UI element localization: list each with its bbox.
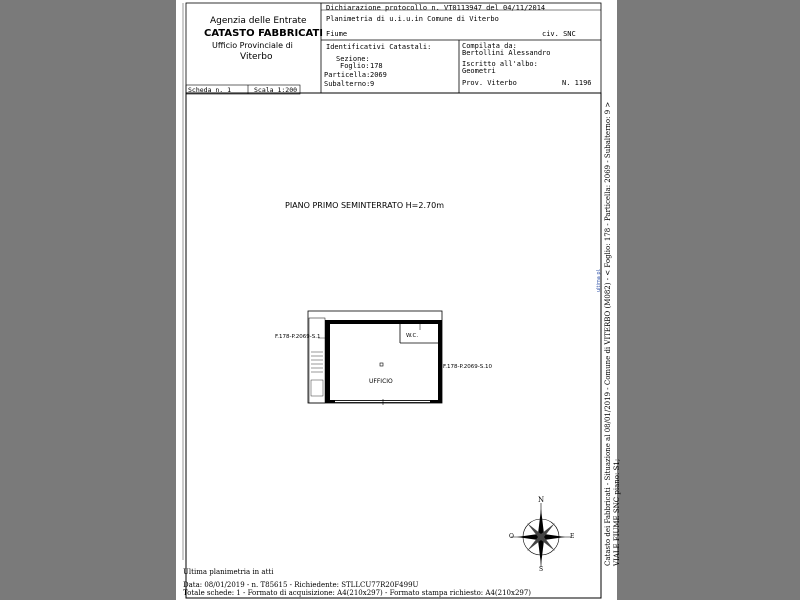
stair-box — [309, 318, 325, 403]
header-frame — [186, 3, 601, 93]
plan-title: Planimetria di u.i.u.in Comune di Viterbo — [326, 15, 499, 23]
footer-request: Data: 08/01/2019 - n. T85615 - Richiedente: STLLCU77R20F499U — [183, 581, 419, 589]
scale-label: Scala 1:200 — [254, 86, 298, 94]
civic-number: civ. SNC — [542, 30, 576, 38]
stair-landing — [311, 380, 323, 396]
sheet-label: Foglio: — [340, 62, 370, 70]
side-text-address: VIALE FIUME SNC piano: S1; — [613, 458, 621, 566]
compiler-heading: Compilata da: — [462, 42, 517, 50]
side-text-main: Catasto dei Fabbricati - Situazione al 08/01/2019 - Comune di VITERBO (M082) - < Foglio: 178 - Particella: 2069 - Subalterno: 9 > — [604, 101, 612, 566]
west-wall — [325, 320, 330, 403]
province-label: Prov. Viterbo — [462, 79, 517, 87]
compass-south: S — [539, 566, 544, 573]
parcel-value: 2069 — [370, 71, 387, 79]
register-number: N. 1196 — [562, 79, 592, 87]
compass-west: O — [509, 533, 514, 540]
cadastral-heading: Identificativi Catastali: — [326, 43, 432, 51]
compass-rose — [511, 503, 571, 567]
catasto-title: CATASTO FABBRICATI — [204, 28, 324, 39]
compass-east: E — [570, 533, 575, 540]
drawing-frame — [186, 93, 601, 598]
register-value: Geometri — [462, 67, 496, 75]
footer-last-plan: Ultima planimetria in atti — [183, 568, 274, 576]
office-city: Viterbo — [240, 52, 273, 62]
floor-plan — [308, 311, 442, 405]
declaration-text: Dichiarazione protocollo n. VT0113947 del 04/11/2014 — [326, 4, 546, 12]
margin-mark: ultima pl. — [596, 268, 602, 292]
footer-format: Totale schede: 1 - Formato di acquisizione: A4(210x297) - Formato stampa richiesto: A4(210x297) — [183, 589, 532, 597]
north-wall — [325, 320, 442, 324]
east-wall — [438, 320, 442, 403]
scheda-label: Scheda n. 1 — [188, 86, 232, 94]
compass-north: N — [538, 496, 545, 504]
left-ref-label: F.178-P.2069-S.1 — [275, 334, 321, 340]
parcel-label: Particella: — [324, 71, 371, 79]
compiler-name: Bertollini Alessandro — [462, 49, 551, 57]
office-room-label: UFFICIO — [369, 378, 393, 385]
register-label: Iscritto all'albo: — [462, 60, 538, 68]
sub-value: 9 — [370, 80, 375, 88]
section-label: Sezione: — [336, 55, 370, 63]
room-marker — [380, 363, 383, 366]
floor-label: PIANO PRIMO SEMINTERRATO H=2.70m — [285, 201, 444, 210]
agency-name: Agenzia delle Entrate — [210, 16, 307, 26]
sub-label: Subalterno: — [324, 80, 371, 88]
street-name: Fiume — [326, 30, 348, 38]
sheet-value: 178 — [370, 62, 383, 70]
wc-label: W.C. — [406, 333, 419, 339]
right-ref-label: F.178-P.2069-S.10 — [443, 364, 492, 370]
office-label: Ufficio Provinciale di — [212, 41, 293, 50]
